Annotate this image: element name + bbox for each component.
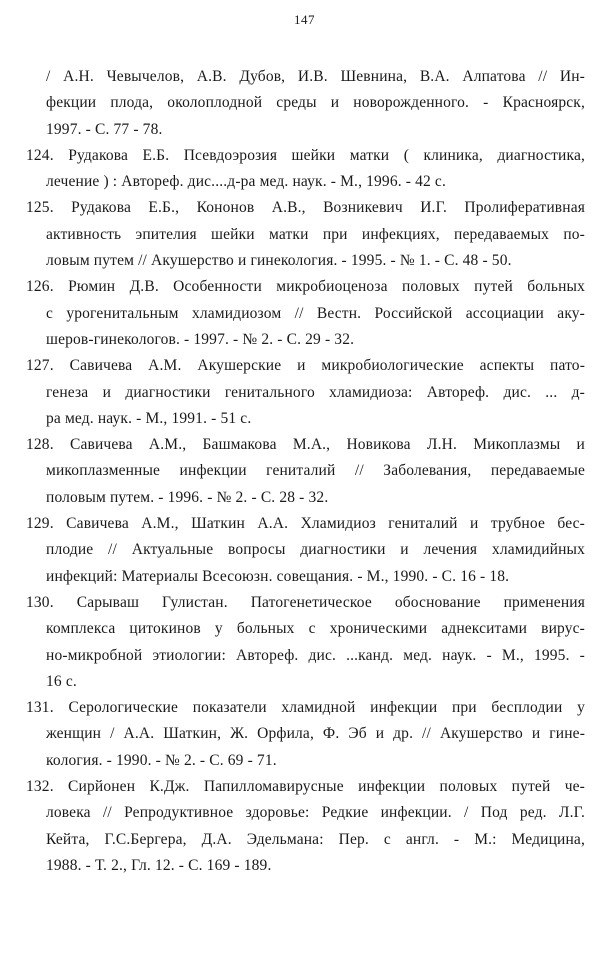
reference-text: 1997. - С. 77 - 78. — [46, 120, 163, 138]
reference-text: женщин / А.А. Шаткин, Ж. Орфила, Ф. Эб и др. // Акушерство и гине- — [46, 725, 585, 743]
reference-line — [46, 64, 585, 90]
reference-text: активность эпителия шейки матки при инфекциях, передаваемых по- — [46, 225, 585, 243]
reference-text: Кейта, Г.С.Бергера, Д.А. Эдельмана: Пер. с англ. - М.: Медицина, — [46, 830, 585, 848]
reference-first-line — [26, 590, 585, 616]
reference-line — [46, 853, 609, 879]
reference-list — [0, 64, 609, 879]
reference-first-line — [26, 143, 585, 169]
reference-line — [46, 827, 585, 853]
reference-line — [46, 248, 609, 274]
reference-first-line — [26, 774, 585, 800]
reference-entry — [0, 432, 609, 511]
reference-line — [46, 485, 609, 511]
reference-line — [46, 406, 609, 432]
reference-text: лечение ) : Автореф. дис....д-ра мед. наук. - М., 1996. - 42 с. — [46, 173, 446, 191]
reference-line — [46, 327, 609, 353]
reference-text: Савичева А.М. Акушерские и микробиологические аспекты пато- — [69, 357, 586, 375]
reference-text: Рудакова Е.Б., Кононов А.В., Возникевич И.Г. Пролиферативная — [71, 199, 585, 217]
reference-line — [46, 169, 609, 195]
reference-text: шеров-гинекологов. - 1997. - № 2. - С. 29 - 32. — [46, 330, 355, 348]
reference-line — [46, 537, 585, 563]
reference-line — [46, 643, 585, 669]
reference-entry — [0, 590, 609, 695]
reference-first-line — [26, 353, 585, 379]
reference-text: ловека // Репродуктивное здоровье: Редкие инфекции. / Под ред. Л.Г. — [46, 804, 585, 822]
reference-number: 131. — [26, 699, 54, 717]
reference-text: инфекций: Материалы Всесоюзн. совещания. - М., 1990. - С. 16 - 18. — [46, 567, 510, 585]
reference-entry — [0, 143, 609, 196]
reference-number: 126. — [26, 278, 54, 296]
reference-text: половым путем. - 1996. - № 2. - С. 28 - 32. — [46, 488, 329, 506]
reference-line — [46, 301, 585, 327]
reference-entry — [0, 274, 609, 353]
reference-text: фекции плода, околоплодной среды и новорожденного. - Красноярск, — [46, 94, 585, 112]
reference-line — [46, 800, 585, 826]
reference-number: 125. — [26, 199, 54, 217]
reference-first-line — [26, 695, 585, 721]
reference-text: Савичева А.М., Шаткин А.А. Хламидиоз гениталий и трубное бес- — [66, 515, 585, 533]
reference-line — [46, 616, 585, 642]
reference-text: Сарываш Гулистан. Патогенетическое обоснование применения — [76, 593, 586, 611]
reference-number: 124. — [26, 146, 54, 164]
reference-line — [46, 380, 585, 406]
reference-number: 127. — [26, 357, 54, 375]
reference-number: 132. — [26, 778, 54, 796]
reference-entry — [0, 195, 609, 274]
reference-entry — [0, 511, 609, 590]
reference-text: комплекса цитокинов у больных с хроническими аднекситами вирус- — [46, 620, 585, 638]
reference-line — [46, 90, 585, 116]
reference-line — [46, 748, 609, 774]
reference-text: ра мед. наук. - М., 1991. - 51 с. — [46, 409, 252, 427]
reference-first-line — [26, 511, 585, 537]
reference-first-line — [26, 195, 585, 221]
reference-text: 1988. - Т. 2., Гл. 12. - С. 169 - 189. — [46, 856, 272, 874]
reference-line — [46, 117, 609, 143]
reference-first-line — [26, 274, 585, 300]
reference-first-line — [26, 432, 585, 458]
reference-text: но-микробной этиологии: Автореф. дис. ...канд. мед. наук. - М., 1995. - — [46, 646, 585, 664]
reference-line — [46, 222, 585, 248]
reference-text: микоплазменные инфекции гениталий // Заболевания, передаваемые — [46, 462, 585, 480]
reference-text: 16 с. — [46, 672, 77, 690]
reference-entry — [0, 774, 609, 879]
reference-number: 129. — [26, 515, 54, 533]
reference-text: ловым путем // Акушерство и гинекология. - 1995. - № 1. - С. 48 - 50. — [46, 252, 512, 270]
reference-text: Рудакова Е.Б. Псевдоэрозия шейки матки ( клиника, диагностика, — [68, 146, 585, 164]
reference-text: / А.Н. Чевычелов, А.В. Дубов, И.В. Шевнина, В.А. Алпатова // Ин- — [46, 68, 585, 85]
reference-number: 130. — [26, 593, 54, 611]
reference-entry — [0, 64, 609, 143]
reference-text: кология. - 1990. - № 2. - С. 69 - 71. — [46, 751, 277, 769]
page-number: 147 — [294, 12, 315, 27]
reference-text: Савичева А.М., Башмакова М.А., Новикова Л.Н. Микоплазмы и — [69, 436, 585, 454]
reference-text: Сирйонен К.Дж. Папилломавирусные инфекции половых путей че- — [68, 778, 585, 796]
reference-entry — [0, 353, 609, 432]
reference-text: плодие // Актуальные вопросы диагностики и лечения хламидийных — [46, 541, 585, 559]
reference-line — [46, 564, 609, 590]
reference-line — [46, 721, 585, 747]
reference-text: Рюмин Д.В. Особенности микробиоценоза половых путей больных — [68, 278, 586, 296]
reference-entry — [0, 695, 609, 774]
reference-number: 128. — [26, 436, 54, 454]
reference-line — [46, 458, 585, 484]
reference-text: с урогенитальным хламидиозом // Вестн. Российской ассоциации аку- — [46, 304, 585, 322]
reference-text: Серологические показатели хламидной инфекции при бесплодии у — [68, 699, 586, 717]
reference-text: генеза и диагностики генитального хламидиоза: Автореф. дис. ... д- — [46, 383, 585, 401]
reference-line — [46, 669, 609, 695]
